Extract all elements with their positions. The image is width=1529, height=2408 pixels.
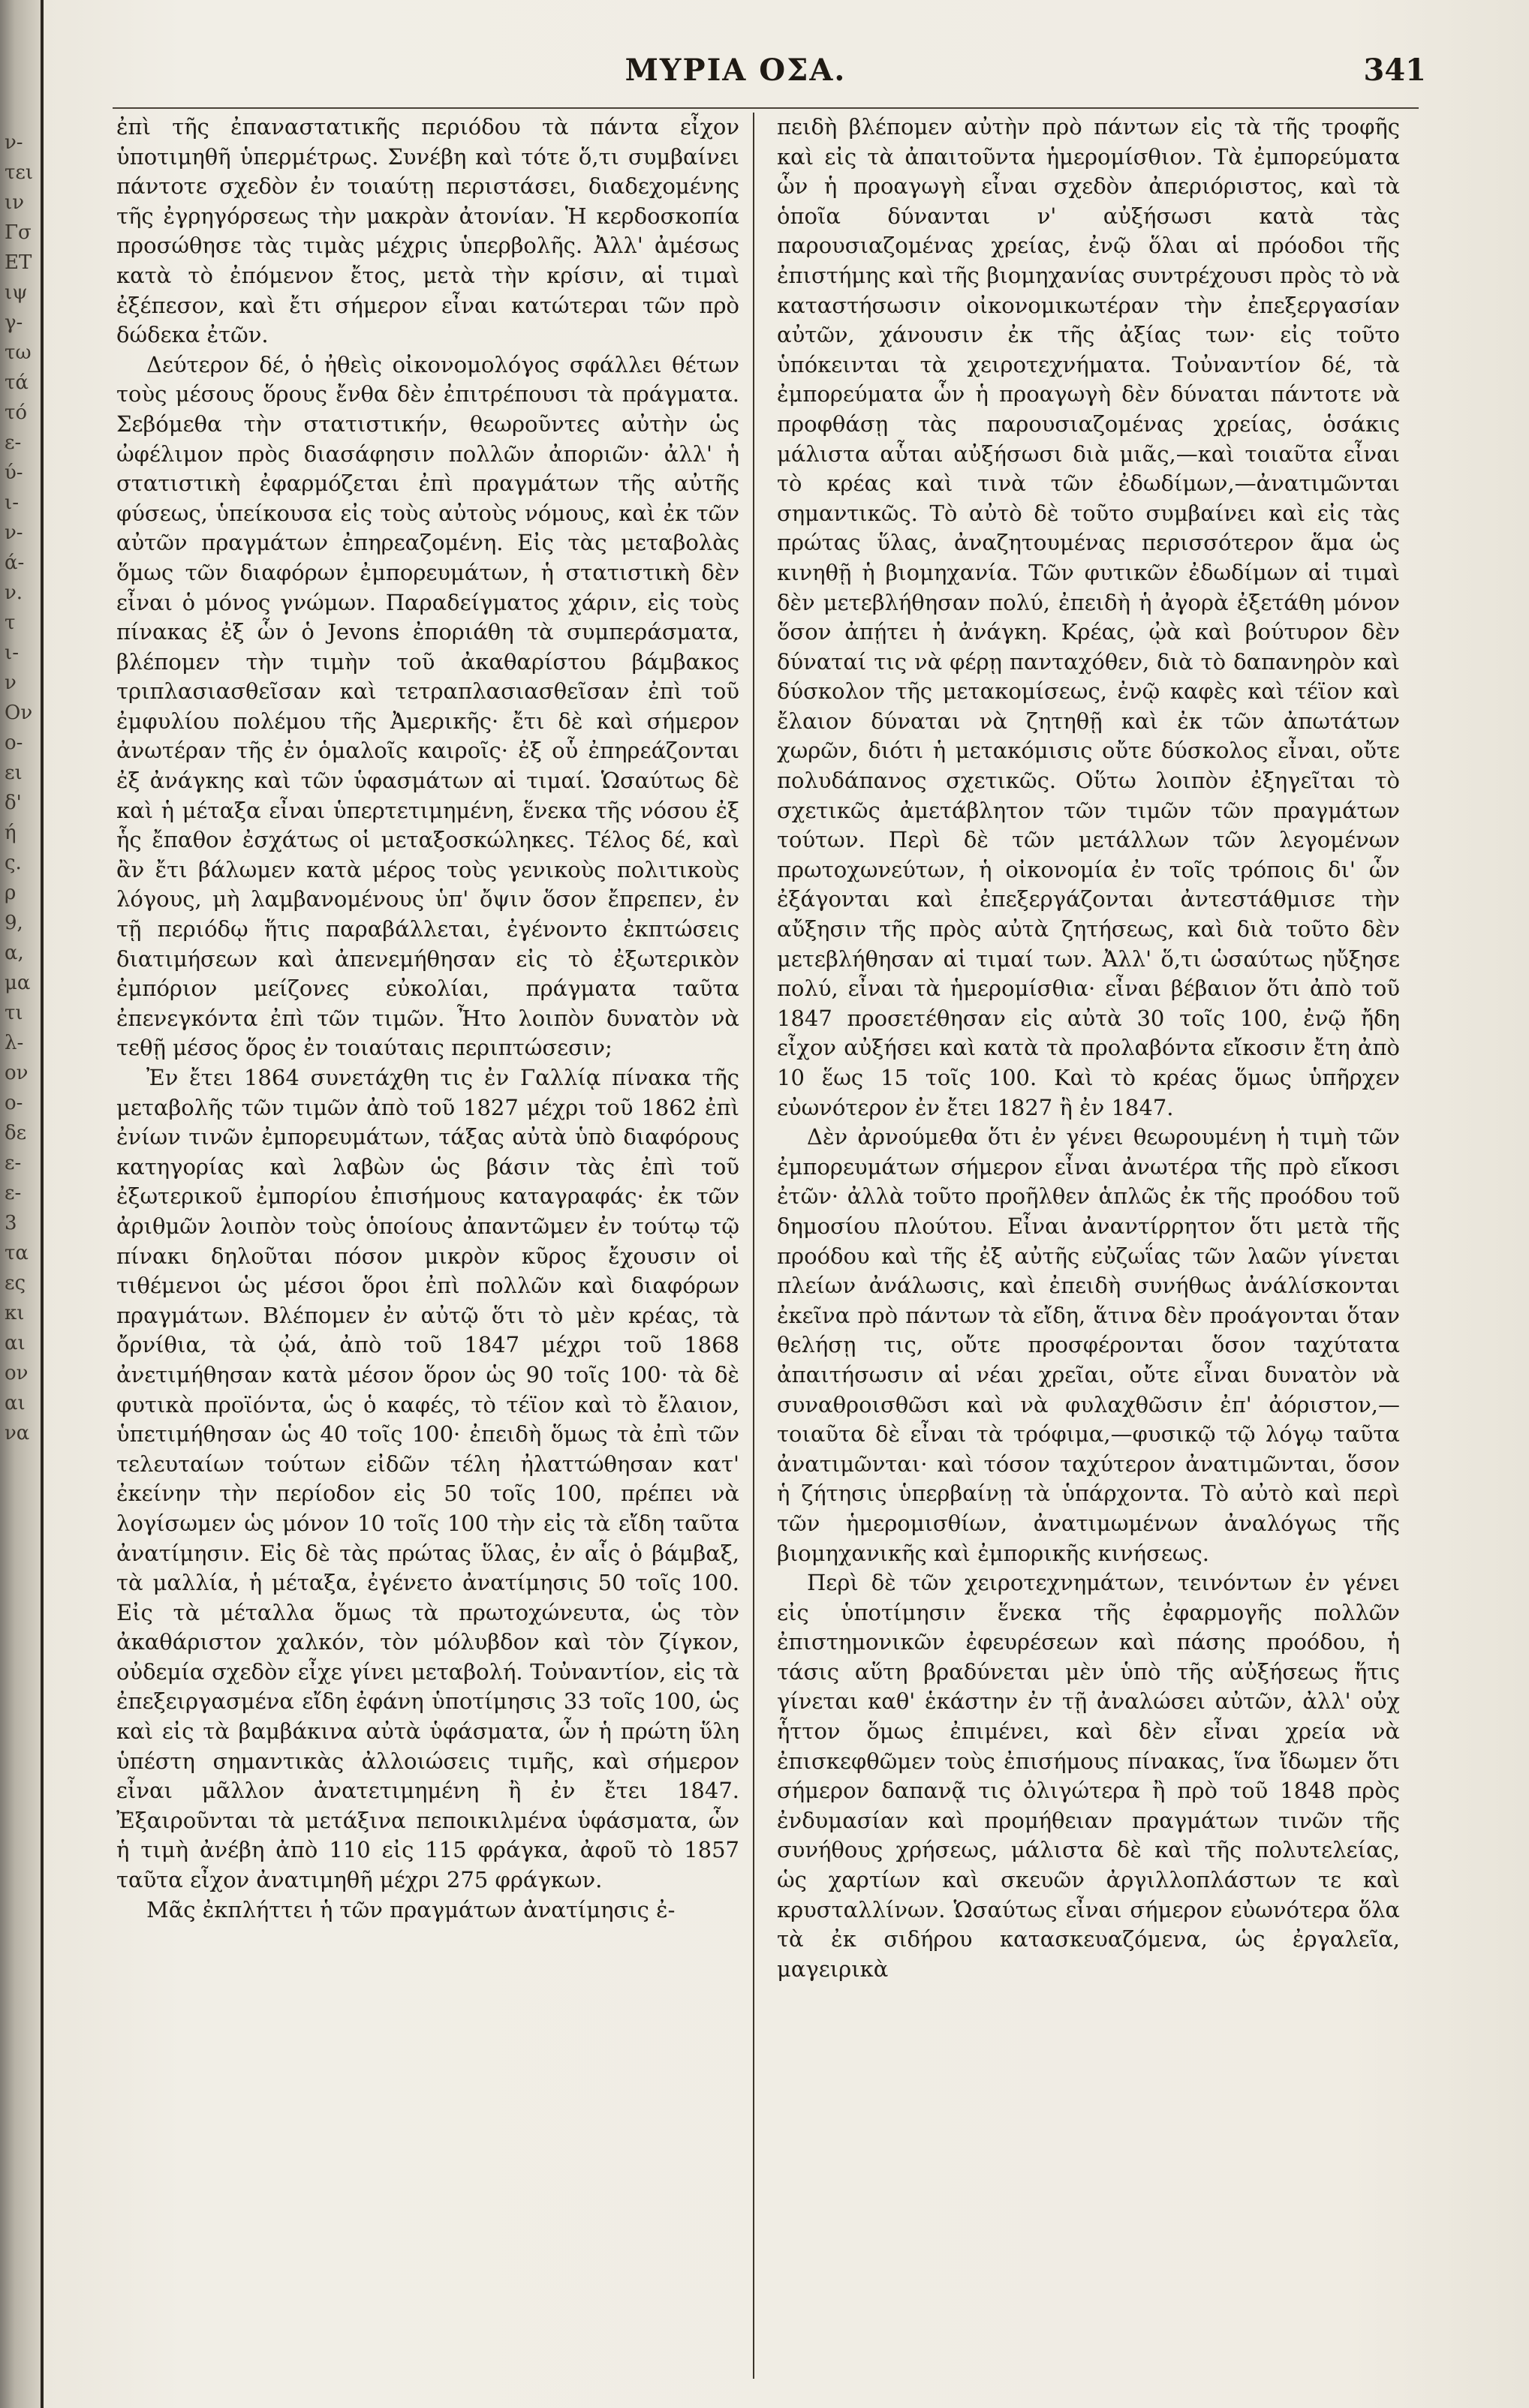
right-column: [777, 113, 1400, 2394]
paragraph: Περὶ δὲ τῶν χειροτεχνημάτων, τεινόντων ἐν γένει εἰς ὑποτίμησιν ἕνεκα τῆς ἐφαρμογῆς πολλῶν ἐπιστημονικῶν ἐφευρέσεων καὶ πάσης προόδου, ἡ τάσις αὕτη βραδύνεται μὲν ὑπὸ τῆς αὐξήσεως ἥτις γίνεται καθ' ἑκάστην ἐν τῇ ἀναλώσει αὐτῶν, ἀλλ' οὐχ ἧττον ὅμως ἐπιμένει, καὶ δὲν εἶναι χρεία νὰ ἐπισκεφθῶμεν τοὺς ἐπισήμους πίνακας, ἵνα ἴδωμεν ὅτι σήμερον δαπανᾷ τις ὀλιγώτερα ἢ πρὸ τοῦ 1848 πρὸς ἐνδυμασίαν καὶ προμήθειαν πραγμάτων τινῶν τῆς συνήθους χρήσεως, μάλιστα δὲ καὶ τῆς πολυτελείας, ὡς χαρτίων καὶ σκευῶν ἀργιλλοπλάστων τε καὶ κρυσταλλίνων. Ὡσαύτως εἶναι σήμερον εὐωνότερα ὅλα τὰ ἐκ σιδήρου κατασκευαζόμενα, ὡς ἐργαλεῖα, μαγειρικὰ: [777, 1570, 1400, 1982]
paragraph: Ἐν ἔτει 1864 συνετάχθη τις ἐν Γαλλίᾳ πίνακα τῆς μεταβολῆς τῶν τιμῶν ἀπὸ τοῦ 1827 μέχρι τοῦ 1862 ἐπὶ ἐνίων τινῶν ἐμπορευμάτων, τάξας αὐτὰ ὑπὸ διαφόρους κατηγορίας καὶ λαβὼν ὡς βάσιν τὰς ἐπὶ τοῦ ἐξωτερικοῦ ἐμπορίου ἐπισήμους καταγραφάς· ἐκ τῶν ἀριθμῶν λοιπὸν τοὺς ὁποίους ἀπαντῶμεν ἐν τούτῳ τῷ πίνακι δηλοῦται πόσον μικρὸν κῦρος ἔχουσιν οἱ τιθέμενοι ὡς μέσοι ὅροι ἐπὶ πολλῶν καὶ διαφόρων πραγμάτων. Βλέπομεν ἐν αὐτῷ ὅτι τὸ μὲν κρέας, τὰ ὄρνίθια, τὰ ᾠά, ἀπὸ τοῦ 1847 μέχρι τοῦ 1868 ἀνετιμήθησαν κατὰ μέσον ὅρον ὡς 90 τοῖς 100· τὰ δὲ φυτικὰ προϊόντα, ὡς ὁ καφές, τὸ τέϊον καὶ τὸ ἔλαιον, ὑπετιμήθησαν ὡς 40 τοῖς 100· ἐπειδὴ ὅμως τὰ ἐπὶ τῶν τελευταίων τούτων εἰδῶν τέλη ἠλαττώθησαν κατ' ἐκείνην τὴν περίοδον εἰς 50 τοῖς 100, πρέπει νὰ λογίσωμεν ὡς μόνον 10 τοῖς 100 τὴν εἰς τὰ εἴδη ταῦτα ἀνατίμησιν. Εἰς δὲ τὰς πρώτας ὕλας, ἐν αἷς ὁ βάμβαξ, τὰ μαλλία, ἡ μέταξα, ἐγένετο ἀνατίμησις 50 τοῖς 100. Εἰς τὰ μέταλλα ὅμως τὰ πρωτοχώνευτα, ὡς τὸν ἀκαθάριστον χαλκόν, τὸν μόλυβδον καὶ τὸν ζίγκον, οὐδεμία σχεδὸν εἶχε γίνει μεταβολή. Τοὐναντίον, εἰς τὰ ἐπεξειργασμένα εἴδη ἐφάνη ὑποτίμησις 33 τοῖς 100, ὡς καὶ εἰς τὰ βαμβάκινα αὐτὰ ὑφάσματα, ὧν ἡ πρώτη ὕλη ὑπέστη σημαντικὰς ἀλλοιώσεις τιμῆς, καὶ σήμερον εἶναι μᾶλλον ἀνατετιμημένη ἢ ἐν ἔτει 1847. Ἐξαιροῦνται τὰ μετάξινα πεποικιλμένα ὑφάσματα, ὧν ἡ τιμὴ ἀνέβη ἀπὸ 110 εἰς 115 φράγκα, ἀφοῦ τὸ 1857 ταῦτα εἶχον ἀνατιμηθῆ μέχρι 275 φράγκων.: [116, 1065, 739, 1893]
header-rule: [113, 107, 1419, 109]
left-column: [116, 113, 739, 2394]
facing-page-edge: [0, 0, 42, 2408]
page-header: [120, 53, 1426, 98]
facing-page-fragments: ν- τει ιν Γσ ΕΤ ιψ γ- τω τά τό ε- ύ- ι- ν- ά- ν. τ ι- ν Ον ο- ει δ' ή ς. ρ 9, α, μα τι λ- ον ο- δε ε- ε- 3 τα ες κι αι ον αι να: [5, 131, 34, 1444]
paragraph: πειδὴ βλέπομεν αὐτὴν πρὸ πάντων εἰς τὰ τῆς τροφῆς καὶ εἰς τὰ ἀπαιτοῦντα ἡμερομίσθιον. Τὰ ἐμπορεύματα ὧν ἡ προαγωγὴ εἶναι σχεδὸν ἀπεριόριστος, καὶ τὰ ὁποῖα δύνανται ν' αὐξήσωσι κατὰ τὰς παρουσιαζομένας χρείας, ἐνῷ ὅλαι αἱ πρόοδοι τῆς ἐπιστήμης καὶ τῆς βιομηχανίας συντρέχουσι πρὸς τὸ νὰ καταστήσωσιν οἰκονομικωτέραν τὴν ἐπεξεργασίαν αὐτῶν, χάνουσιν ἐκ τῆς ἀξίας των· εἰς τοῦτο ὑπόκεινται τὰ χειροτεχνήματα. Τοὐναντίον δέ, τὰ ἐμπορεύματα ὧν ἡ προαγωγὴ δὲν δύναται πάντοτε νὰ προφθάσῃ τὰς παρουσιαζομένας χρείας, ὁσάκις μάλιστα αὗται αὐξήσωσι διὰ μιᾶς,—καὶ τοιαῦτα εἶναι τὸ κρέας καὶ τινὰ τῶν ἐδωδίμων,—ἀνατιμῶνται σημαντικῶς. Τὸ αὐτὸ δὲ τοῦτο συμβαίνει καὶ εἰς τὰς πρώτας ὕλας, ἀναζητουμένας περισσότερον ἅμα ὡς κινηθῇ ἡ βιομηχανία. Τῶν φυτικῶν ἐδωδίμων αἱ τιμαὶ δὲν μετεβλήθησαν πολύ, ἐπειδὴ ἡ ἀγορὰ ἐξετάθη μόνον ὅσον ἀπῄτει ἡ ἀνάγκη. Κρέας, ᾠὰ καὶ βούτυρον δὲν δύναταί τις νὰ φέρῃ πανταχόθεν, διὰ τὸ δαπανηρὸν καὶ δύσκολον τῆς μετακομίσεως, ἐνῷ καφὲς καὶ τέϊον καὶ ἔλαιον δύναται νὰ ζητηθῇ καὶ ἐκ τῶν ἀπωτάτων χωρῶν, διότι ἡ μετακόμισις οὔτε δύσκολος εἶναι, οὔτε πολυδάπανος σχετικῶς. Οὕτω λοιπὸν ἐξηγεῖται τὸ σχετικῶς ἀμετάβλητον τῶν τιμῶν τῶν πραγμάτων τούτων. Περὶ δὲ τῶν μετάλλων τῶν λεγομένων πρωτοχωνεύτων, ἡ οἰκονομία ἐν τοῖς τρόποις δι' ὧν ἐξάγονται καὶ ἐπεξεργάζονται ἀντεστάθμισε τὴν αὔξησιν τῆς πρὸς αὐτὰ ζητήσεως, καὶ διὰ τοῦτο δὲν μετεβλήθησαν αἱ τιμαί των. Ἀλλ' ὅ,τι ὡσαύτως ηὔξησε πολύ, εἶναι τὰ ἡμερομίσθια· εἶναι βέβαιον ὅτι ἀπὸ τοῦ 1847 προσετέθησαν εἰς αὐτὰ 30 τοῖς 100, ἐνῷ ἤδη εἶχον αὐξήσει καὶ κατὰ τὰ προλαβόντα εἴκοσιν ἔτη ἀπὸ 10 ἕως 15 τοῖς 100. Καὶ τὸ κρέας ὅμως ὑπῆρχεν εὐωνότερον ἐν ἔτει 1827 ἢ ἐν 1847.: [777, 114, 1400, 1120]
paragraph: Δὲν ἀρνούμεθα ὅτι ἐν γένει θεωρουμένη ἡ τιμὴ τῶν ἐμπορευμάτων σήμερον εἶναι ἀνωτέρα τῆς πρὸ εἴκοσι ἐτῶν· ἀλλὰ τοῦτο προῆλθεν ἁπλῶς ἐκ τῆς προόδου τοῦ δημοσίου πλούτου. Εἶναι ἀναντίρρητον ὅτι μετὰ τῆς προόδου καὶ τῆς ἐξ αὐτῆς εὐζωΐας τῶν λαῶν γίνεται πλείων ἀνάλωσις, καὶ ἐπειδὴ συνήθως ἀνάλίσκονται ἐκεῖνα πρὸ πάντων τὰ εἴδη, ἅτινα δὲν προάγονται ὅταν θελήσῃ τις, οὔτε προσφέρονται ὅσον ταχύτατα ἀπαιτήσωσιν αἱ νέαι χρεῖαι, οὔτε εἶναι δυνατὸν νὰ συναθροισθῶσι καὶ νὰ φυλαχθῶσιν ἐπ' ἀόριστον,—τοιαῦτα δὲ εἶναι τὰ τρόφιμα,—φυσικῷ τῷ λόγῳ ταῦτα ἀνατιμῶνται· καὶ τόσον ταχύτερον ἀνατιμῶνται, ὅσον ἡ ζήτησις ὑπερβαίνῃ τὰ ὑπάρχοντα. Τὸ αὐτὸ καὶ περὶ τῶν ἡμερομισθίων, ἀνατιμωμένων ἀναλόγως τῆς βιομηχανικῆς καὶ ἐμπορικῆς κινήσεως.: [777, 1124, 1400, 1566]
paragraph: Μᾶς ἐκπλήττει ἡ τῶν πραγμάτων ἀνατίμησις ἐ-: [146, 1896, 676, 1922]
paragraph: ἐπὶ τῆς ἐπαναστατικῆς περιόδου τὰ πάντα εἶχον ὑποτιμηθῆ ὑπερμέτρως. Συνέβη καὶ τότε ὅ,τι συμβαίνει πάντοτε σχεδὸν ἐν τοιαύτῃ περιστάσει, διαδεχομένης τῆς ἐγρηγόρσεως τὴν μακρὰν ἀτονίαν. Ἡ κερδοσκοπία προσώθησε τὰς τιμὰς μέχρις ὑπερβολῆς. Ἀλλ' ἀμέσως κατὰ τὸ ἐπόμενον ἔτος, μετὰ τὴν κρίσιν, αἱ τιμαὶ ἐξέπεσον, καὶ ἔτι σήμερον εἶναι κατώτεραι τῶν πρὸ δώδεκα ἐτῶν.: [116, 114, 739, 348]
column-divider: [753, 113, 754, 2379]
running-title: ΜΥΡΙΑ ΟΣΑ.: [625, 53, 847, 88]
page-number: 341: [1363, 53, 1426, 88]
binding-rule: [41, 0, 44, 2408]
paragraph: Δεύτερον δέ, ὁ ἠθεὶς οἰκονομολόγος σφάλλει θέτων τοὺς μέσους ὅρους ἔνθα δὲν ἐπιτρέπουσι τὰ πράγματα. Σεβόμεθα τὴν στατιστικήν, θεωροῦντες αὐτὴν ὡς ὠφέλιμον πρὸς διασάφησιν πολλῶν ἀποριῶν· ἀλλ' ἡ στατιστικὴ ἐφαρμόζεται ἐπὶ πραγμάτων τῆς αὐτῆς φύσεως, ὑπείκουσα εἰς τοὺς αὐτοὺς νόμους, καὶ ἐκ τῶν αὐτῶν πραγμάτων ἐπηρεαζομένη. Εἰς τὰς μεταβολὰς ὅμως τῶν διαφόρων ἐμπορευμάτων, ἡ στατιστικὴ δὲν εἶναι ὁ μόνος γνώμων. Παραδείγματος χάριν, εἰς τοὺς πίνακας ἐξ ὧν ὁ Jevons ἐποριάθη τὰ συμπεράσματα, βλέπομεν τὴν τιμὴν τοῦ ἀκαθαρίστου βάμβακος τριπλασιασθεῖσαν καὶ τετραπλασιασθεῖσαν ἐπὶ τοῦ ἐμφυλίου πολέμου τῆς Ἀμερικῆς· ἔτι δὲ καὶ σήμερον ἀνωτέραν τῆς ἐν ὁμαλοῖς καιροῖς· ἐξ οὗ ἐπηρεάζονται ἐξ ἀνάγκης καὶ τῶν ὑφασμάτων αἱ τιμαί. Ὡσαύτως δὲ καὶ ἡ μέταξα εἶναι ὑπερτετιμημένη, ἕνεκα τῆς νόσου ἐξ ἧς ἔπαθον ἐσχάτως οἱ μεταξοσκώληκες. Τέλος δέ, καὶ ἂν ἔτι βάλωμεν κατὰ μέρος τοὺς γενικοὺς πολιτικοὺς λόγους, μὴ λαμβανομένους ὑπ' ὄψιν ὅσον ἔπρεπεν, ἐν τῇ περιόδῳ ἥτις παραβάλλεται, ἐγένοντο ἐκπτώσεις διατιμήσεων καὶ ἀπενεμήθησαν εἰς τὸ ἐξωτερικὸν ἐμπόριον μείζονες εὐκολίαι, πράγματα ταῦτα ἐπενεγκόντα ἐπὶ τῶν τιμῶν. Ἦτο λοιπὸν δυνατὸν νὰ τεθῇ μέσος ὅρος ἐν τοιαύταις περιπτώσεσιν;: [116, 351, 739, 1061]
